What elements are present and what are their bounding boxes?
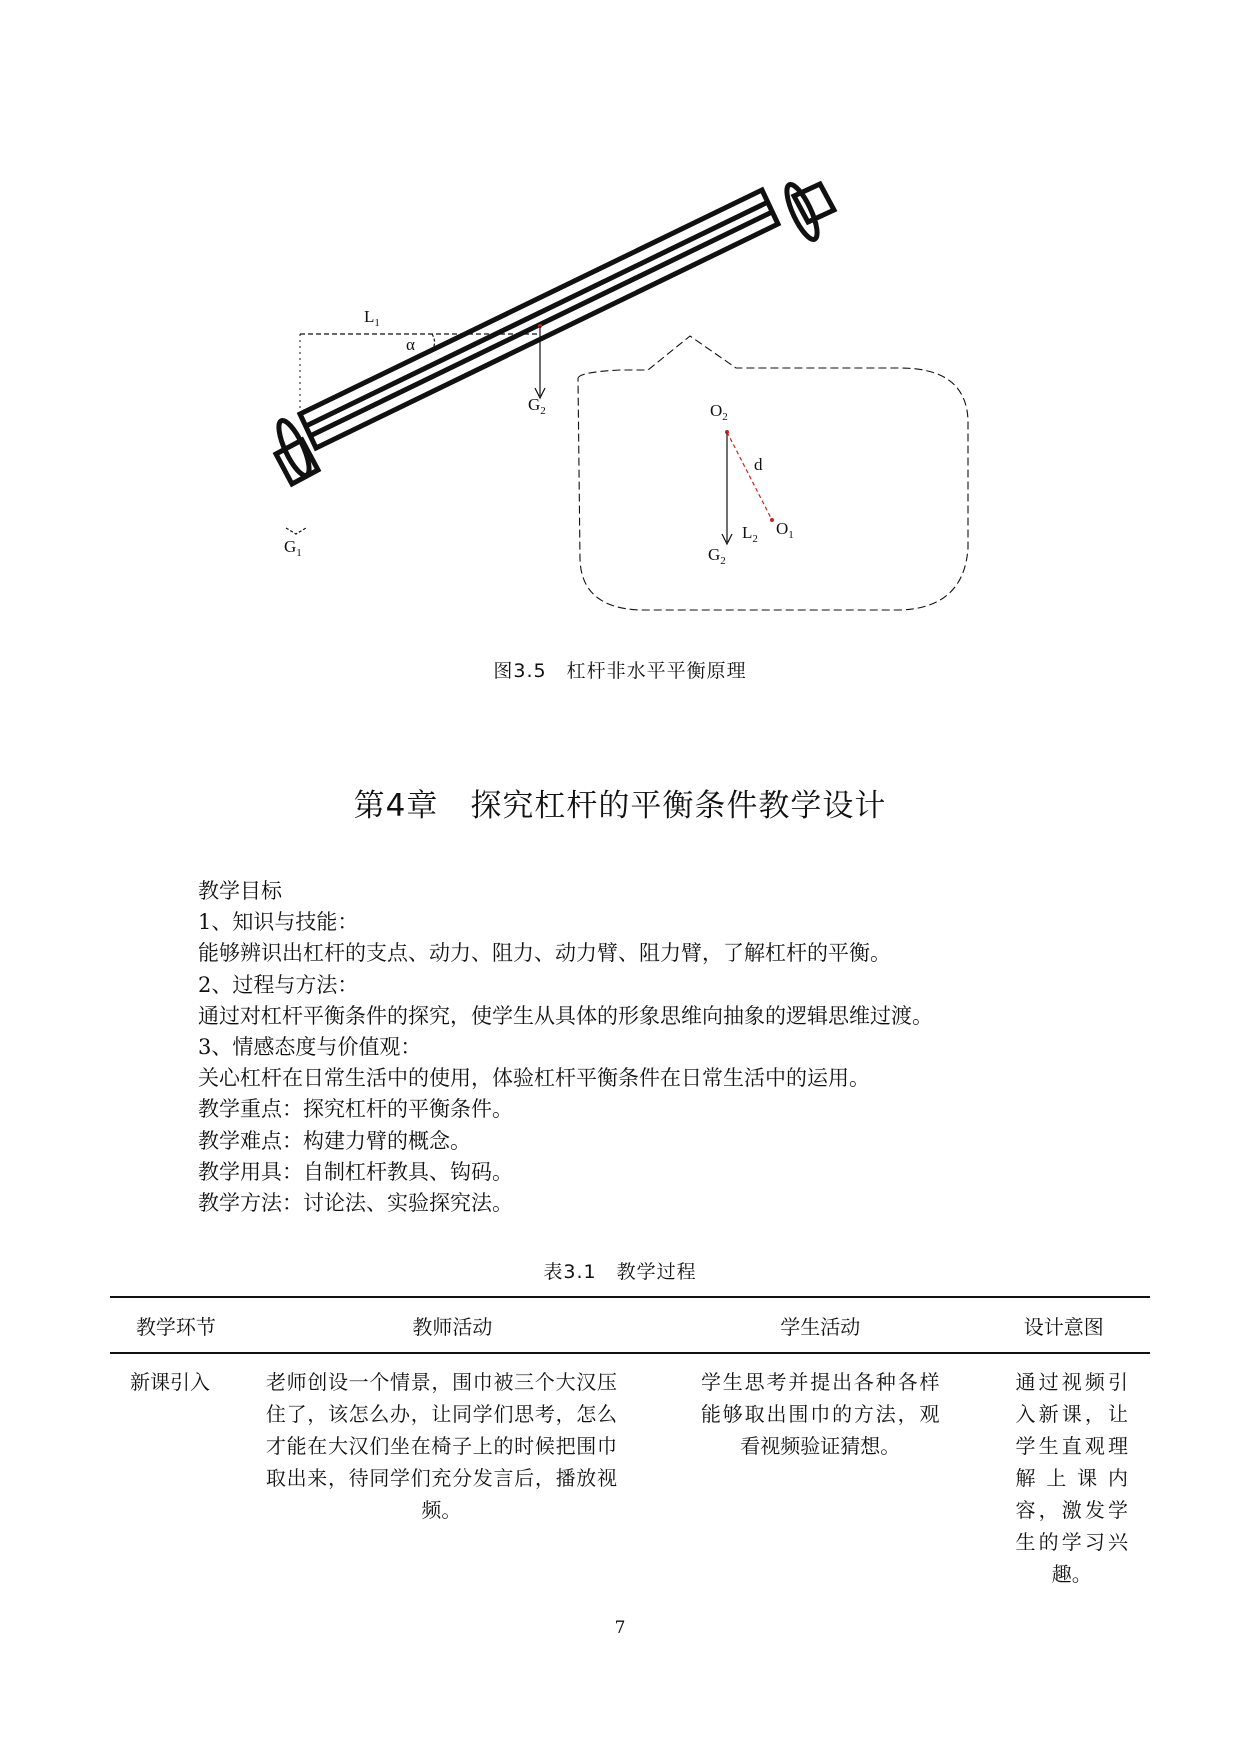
header-stage: 教学环节 (110, 1297, 242, 1353)
table-header-row (110, 1297, 1150, 1353)
body-line: 1、知识与技能： (198, 910, 359, 935)
zoom-callout (578, 336, 968, 610)
header-student: 学生活动 (663, 1297, 978, 1353)
lever-right-end (781, 181, 834, 243)
label-alpha: α (406, 335, 415, 354)
table-row (110, 1353, 1150, 1590)
body-line: 教学方法：讨论法、实验探究法。 (198, 1191, 513, 1216)
label-d: d (754, 455, 763, 474)
body-line: 能够辨识出杠杆的支点、动力、阻力、动力臂、阻力臂，了解杠杆的平衡。 (198, 941, 891, 966)
teaching-process-table (110, 1296, 1150, 1590)
body-line: 教学重点：探究杠杆的平衡条件。 (198, 1097, 513, 1122)
table-caption: 表3.1 教学过程 (543, 1261, 697, 1283)
cell-student: 学生思考并提出各种各样能够取出围巾的方法，观看视频验证猜想。 (700, 1370, 940, 1458)
body-line: 3、情感态度与价值观： (198, 1035, 422, 1060)
cell-intent: 通过视频引入新课，让学生直观理解上课内容，激发学生的学习兴趣。 (1015, 1370, 1128, 1586)
page-number: 7 (614, 1618, 626, 1638)
teaching-objectives (198, 876, 1158, 1219)
chapter-title: 第4章 探究杠杆的平衡条件教学设计 (353, 788, 887, 824)
figure-caption: 图3.5 杠杆非水平平衡原理 (493, 660, 747, 682)
label-g1: $G_1$ (284, 537, 302, 559)
body-line: 通过对杠杆平衡条件的探究，使学生从具体的形象思维向抽象的逻辑思维过渡。 (198, 1003, 933, 1028)
label-g2-lever: $G_2$ (528, 395, 546, 417)
body-line: 教学用具：自制杠杆教具、钩码。 (198, 1159, 513, 1184)
body-line: 教学目标 (198, 879, 282, 903)
label-l2: $L_2$ (742, 523, 758, 545)
label-l1: $L_1$ (364, 307, 380, 329)
body-line: 2、过程与方法： (198, 972, 359, 997)
cell-teacher: 老师创设一个情景，围巾被三个大汉压住了，该怎么办，让同学们思考，怎么才能在大汉们坐在椅子上的时候把围巾取出来，待同学们充分发言后，播放视频。 (265, 1370, 617, 1522)
cell-stage: 新课引入 (130, 1370, 210, 1394)
label-o2: $O_2$ (710, 401, 728, 423)
label-o1: $O_1$ (776, 519, 794, 541)
label-g2-inset: $G_2$ (708, 545, 726, 567)
header-teacher: 教师活动 (242, 1297, 663, 1353)
lever-figure (0, 0, 1240, 640)
lever-left-end (273, 417, 318, 484)
body-line: 教学难点：构建力臂的概念。 (198, 1128, 471, 1153)
body-line: 关心杠杆在日常生活中的使用，体验杠杆平衡条件在日常生活中的运用。 (198, 1066, 870, 1091)
g1-marker (286, 528, 306, 534)
lever-diagram (0, 0, 1240, 640)
header-intent: 设计意图 (977, 1297, 1150, 1353)
